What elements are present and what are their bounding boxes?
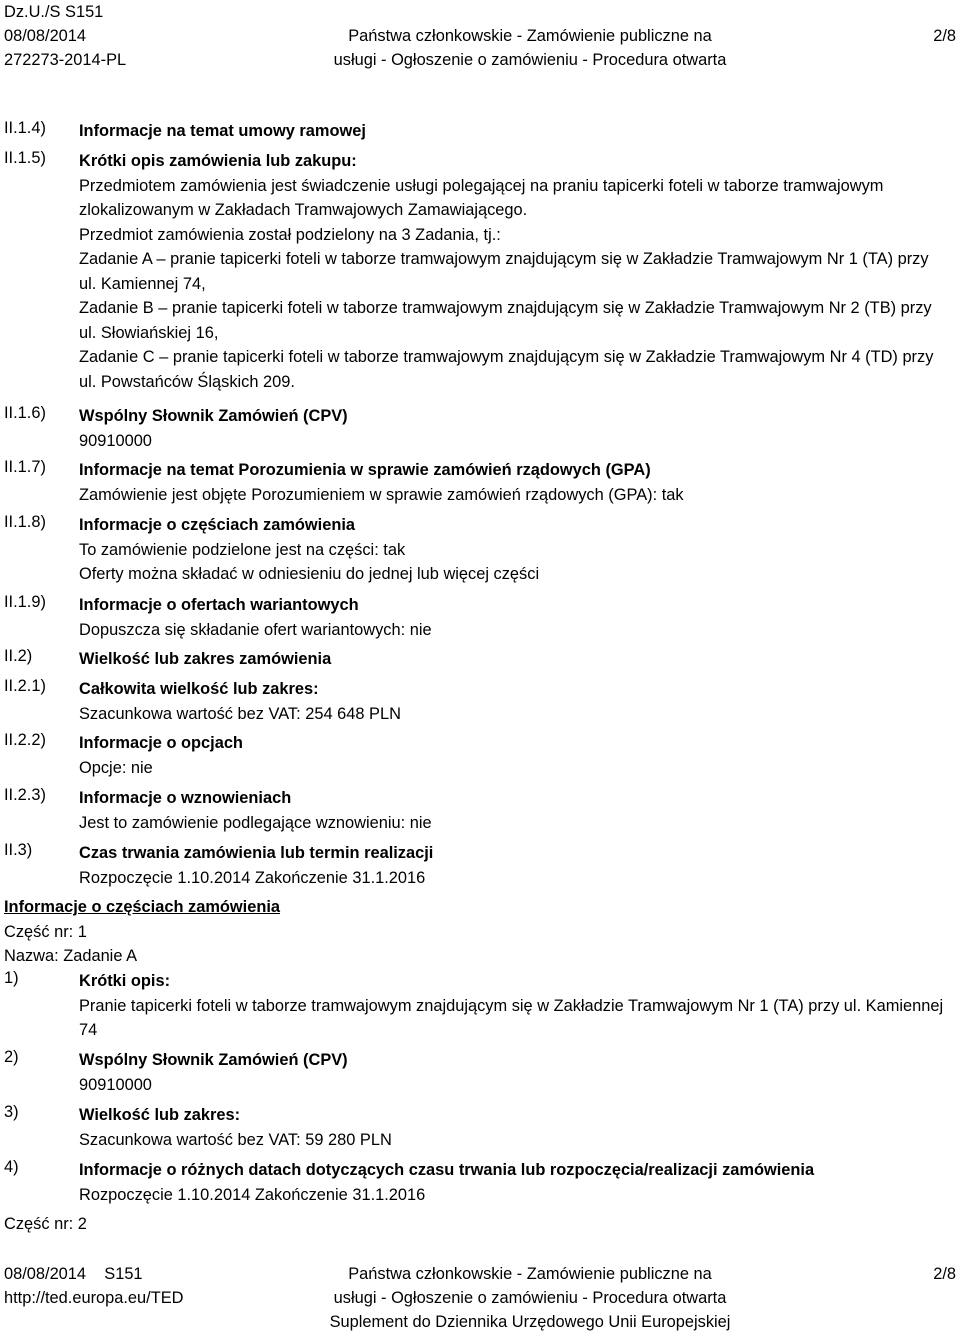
duration-value: Rozpoczęcie 1.10.2014 Zakończenie 31.1.2016 bbox=[79, 868, 426, 887]
footer-left bbox=[4, 1262, 184, 1310]
footer-supplement: Suplement do Dziennika Urzędowego Unii Europejskiej bbox=[329, 1313, 731, 1331]
header-title-line1: Państwa członkowskie - Zamówienie publiczne na bbox=[348, 27, 712, 45]
section-number: II.1.8) bbox=[4, 513, 46, 531]
item-heading: Wielkość lub zakres: bbox=[79, 1106, 241, 1124]
description-paragraph: Przedmiot zamówienia został podzielony na 3 Zadania, tj.: bbox=[79, 225, 501, 244]
footer-date: 08/08/2014 bbox=[4, 1265, 87, 1283]
section-value: To zamówienie podzielone jest na części: tak bbox=[79, 540, 406, 559]
section-value: Oferty można składać w odniesieniu do jednej lub więcej części bbox=[79, 565, 540, 583]
description-paragraph: Przedmiotem zamówienia jest świadczenie usługi polegającej na praniu tapicerki foteli w taborze tramwajowym zlokalizowanym w Zakładach Tramwajowych Zamawiającego. bbox=[79, 176, 884, 219]
item-value: Szacunkowa wartość bez VAT: 59 280 PLN bbox=[79, 1130, 392, 1149]
section-heading: Informacje na temat umowy ramowej bbox=[79, 122, 366, 140]
header-title-line2: usługi - Ogłoszenie o zamówieniu - Procedura otwarta bbox=[333, 51, 727, 69]
section-number: II.3) bbox=[4, 841, 33, 859]
section-heading: Informacje o ofertach wariantowych bbox=[79, 596, 359, 614]
section-value: Zamówienie jest objęte Porozumieniem w sprawie zamówień rządowych (GPA): tak bbox=[79, 485, 684, 504]
task-a-description: Zadanie A – pranie tapicerki foteli w taborze tramwajowym znajdującym się w Zakładzie Tramwajowym Nr 1 (TA) przy ul. Kamiennej 74, bbox=[79, 250, 929, 293]
section-number: II.2) bbox=[4, 647, 33, 665]
estimated-value: Szacunkowa wartość bez VAT: 254 648 PLN bbox=[79, 704, 401, 723]
section-number: II.1.6) bbox=[4, 404, 46, 422]
footer-page-number: 2/8 bbox=[933, 1265, 956, 1283]
item-number: 2) bbox=[4, 1048, 19, 1066]
section-heading: Całkowita wielkość lub zakres: bbox=[79, 680, 319, 698]
section-value: Opcje: nie bbox=[79, 758, 153, 777]
header-page-number: 2/8 bbox=[933, 27, 956, 45]
doc-id: Dz.U./S S151 bbox=[4, 3, 104, 21]
header-date: 08/08/2014 bbox=[4, 27, 87, 45]
section-heading: Wielkość lub zakres zamówienia bbox=[79, 650, 332, 668]
section-heading: Informacje o opcjach bbox=[79, 734, 243, 752]
item-heading: Krótki opis: bbox=[79, 972, 171, 990]
section-heading: Krótki opis zamówienia lub zakupu: bbox=[79, 152, 357, 170]
task-b-description: Zadanie B – pranie tapicerki foteli w taborze tramwajowym znajdującym się w Zakładzie Tramwajowym Nr 2 (TB) przy ul. Słowiańskiej 16, bbox=[79, 299, 932, 342]
part-number-2: Część nr: 2 bbox=[4, 1215, 87, 1233]
footer-url[interactable]: http://ted.europa.eu/TED bbox=[4, 1289, 184, 1307]
item-heading: Wspólny Słownik Zamówień (CPV) bbox=[79, 1051, 348, 1069]
section-number: II.2.2) bbox=[4, 731, 46, 749]
footer-title-line1: Państwa członkowskie - Zamówienie publiczne na bbox=[348, 1265, 712, 1283]
notice-reference: 272273-2014-PL bbox=[4, 51, 127, 69]
section-number: II.2.3) bbox=[4, 786, 46, 804]
section-number: II.1.5) bbox=[4, 149, 46, 167]
item-heading: Informacje o różnych datach dotyczących czasu trwania lub rozpoczęcia/realizacji zamówienia bbox=[79, 1161, 815, 1179]
header-left bbox=[4, 0, 126, 72]
item-number: 4) bbox=[4, 1158, 19, 1176]
section-value: Jest to zamówienie podlegające wznowieniu: nie bbox=[79, 813, 432, 832]
section-value: Dopuszcza się składanie ofert wariantowych: nie bbox=[79, 620, 432, 639]
section-number: II.1.7) bbox=[4, 458, 46, 476]
footer-series: S151 bbox=[104, 1265, 143, 1283]
header-title bbox=[300, 24, 760, 72]
section-number: II.1.9) bbox=[4, 593, 46, 611]
part-name: Nazwa: Zadanie A bbox=[4, 947, 138, 965]
section-heading: Czas trwania zamówienia lub termin realizacji bbox=[79, 844, 434, 862]
section-heading: Informacje o wznowieniach bbox=[79, 789, 292, 807]
section-heading: Informacje o częściach zamówienia bbox=[79, 516, 356, 534]
task-c-description: Zadanie C – pranie tapicerki foteli w taborze tramwajowym znajdującym się w Zakładzie Tramwajowym Nr 4 (TD) przy ul. Powstańców Śląskich 209. bbox=[79, 348, 934, 391]
parts-heading: Informacje o częściach zamówienia bbox=[4, 898, 281, 916]
section-heading: Wspólny Słownik Zamówień (CPV) bbox=[79, 407, 348, 425]
footer-title bbox=[300, 1262, 760, 1310]
section-heading: Informacje na temat Porozumienia w sprawie zamówień rządowych (GPA) bbox=[79, 461, 651, 479]
item-value: Rozpoczęcie 1.10.2014 Zakończenie 31.1.2016 bbox=[79, 1185, 426, 1204]
item-value: Pranie tapicerki foteli w taborze tramwajowym znajdującym się w Zakładzie Tramwajowym Nr 1 (TA) przy ul. Kamiennej 74 bbox=[79, 996, 944, 1039]
section-number: II.1.4) bbox=[4, 119, 46, 137]
item-number: 1) bbox=[4, 969, 19, 987]
footer-title-line2: usługi - Ogłoszenie o zamówieniu - Procedura otwarta bbox=[333, 1289, 727, 1307]
parts-block bbox=[4, 895, 280, 969]
section-number: II.2.1) bbox=[4, 677, 46, 695]
part-number: Część nr: 1 bbox=[4, 922, 87, 941]
item-value: 90910000 bbox=[79, 1075, 152, 1094]
item-number: 3) bbox=[4, 1103, 19, 1121]
cpv-code: 90910000 bbox=[79, 431, 152, 450]
